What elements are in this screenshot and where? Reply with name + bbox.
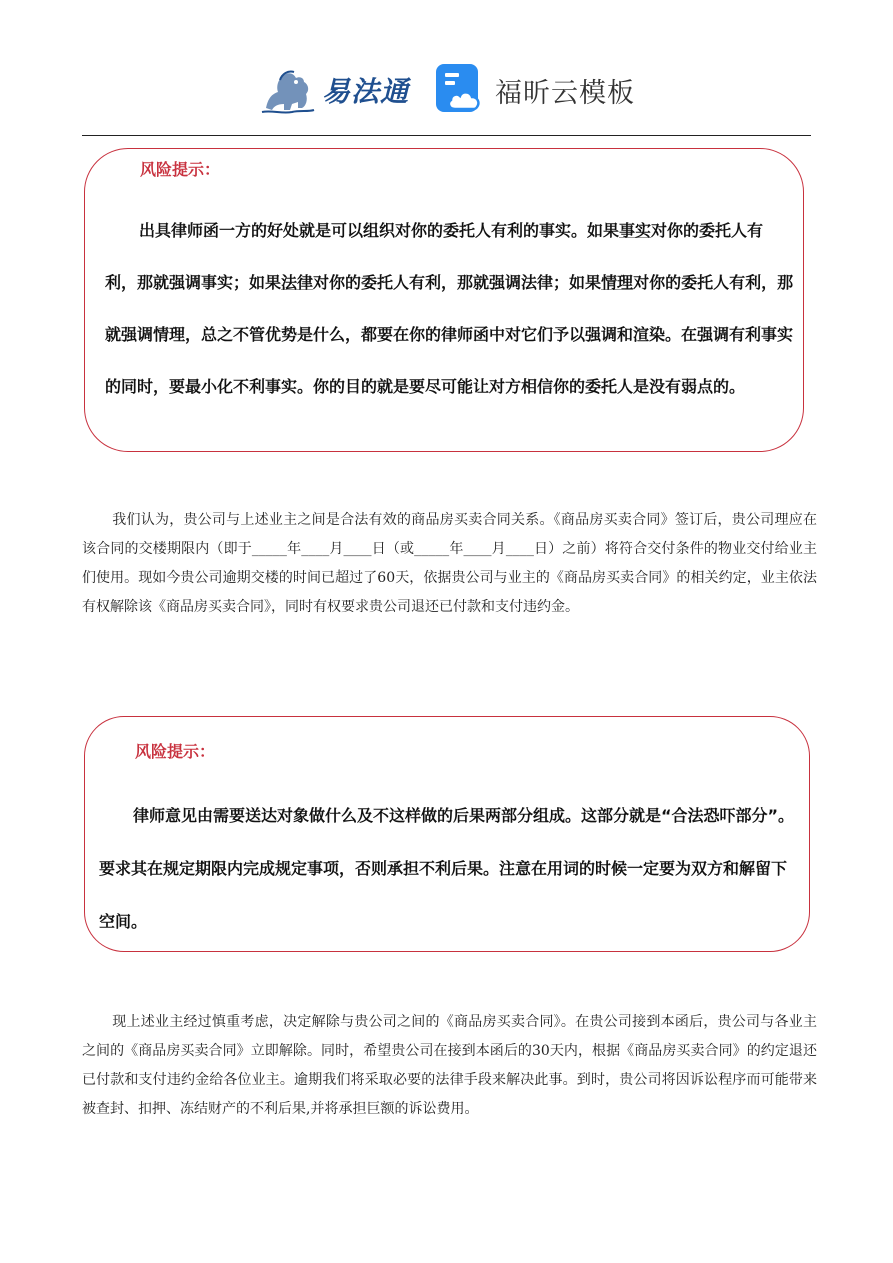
brand1-name: 易法通 bbox=[321, 75, 409, 108]
cloud-document-icon bbox=[435, 63, 485, 117]
brand-yifatong bbox=[258, 64, 409, 116]
header-divider bbox=[82, 135, 811, 136]
risk1-text-c: 对你的委托人有利，那就强调法律；如果 bbox=[313, 273, 602, 292]
risk1-underline-reason: 情理 bbox=[601, 273, 634, 292]
risk-box-2 bbox=[84, 716, 810, 952]
body-paragraph-2 bbox=[82, 1008, 817, 1124]
brand-foxit bbox=[435, 63, 635, 117]
risk1-text-a: 出具律师函一方的好处就是可以组织对你的委托人有利的事实。如果 bbox=[139, 221, 620, 240]
body-paragraph-1 bbox=[82, 506, 817, 622]
risk1-text-d: 对你的委托人有利，那就强调情理，总之不管优势是什么，都要在你的律师函中对它们予以强调和渲染。在强调有利事实的同时，要最小化不利事实。你的目的就是要尽可能让对方相信你的委托人是没有弱点的。 bbox=[105, 273, 794, 396]
qilin-logo-icon bbox=[258, 64, 316, 116]
risk2-text: 律师意见由需要送达对象做什么及不这样做的后果两部分组成。这部分就是“合法恐吓部分”。要求其在规定期限内完成规定事项，否则承担不利后果。注意在用词的时候一定要为双方和解留下空间。 bbox=[99, 806, 795, 931]
risk-body-2 bbox=[99, 789, 799, 948]
risk-title-1: 风险提示： bbox=[140, 160, 221, 179]
risk-title-2: 风险提示： bbox=[135, 742, 216, 761]
risk1-text-b: 对你的委托人有利，那就强调事实；如果 bbox=[105, 221, 764, 292]
paragraph-1-text: 我们认为，贵公司与上述业主之间是合法有效的商品房买卖合同关系。《商品房买卖合同》签订后，贵公司理应在该合同的交楼期限内（即于_____年____月____日（或_____年____月____日）之前）将符合交付条件的物业交付给业主们使用。现如今贵公司逾期交楼的时间已超过了60天，依据贵公司与业主的《商品房买卖合同》的相关约定，业主依法有权解除该《商品房买卖合同》，同时有权要求贵公司退还已付款和支付违约金。 bbox=[82, 512, 817, 615]
risk1-underline-law: 法律 bbox=[281, 273, 314, 292]
page-header bbox=[0, 58, 893, 122]
risk-box-1 bbox=[84, 148, 804, 452]
risk1-underline-fact: 事实 bbox=[619, 221, 652, 240]
paragraph-2-text: 现上述业主经过慎重考虑，决定解除与贵公司之间的《商品房买卖合同》。在贵公司接到本函后，贵公司与各业主之间的《商品房买卖合同》立即解除。同时，希望贵公司在接到本函后的30天内，根据《商品房买卖合同》的约定退还已付款和支付违约金给各位业主。逾期我们将采取必要的法律手段来解决此事。到时，贵公司将因诉讼程序而可能带来被查封、扣押、冻结财产的不利后果,并将承担巨额的诉讼费用。 bbox=[82, 1014, 817, 1117]
risk-body-1 bbox=[105, 205, 795, 413]
brand2-name: 福昕云模板 bbox=[495, 77, 635, 109]
